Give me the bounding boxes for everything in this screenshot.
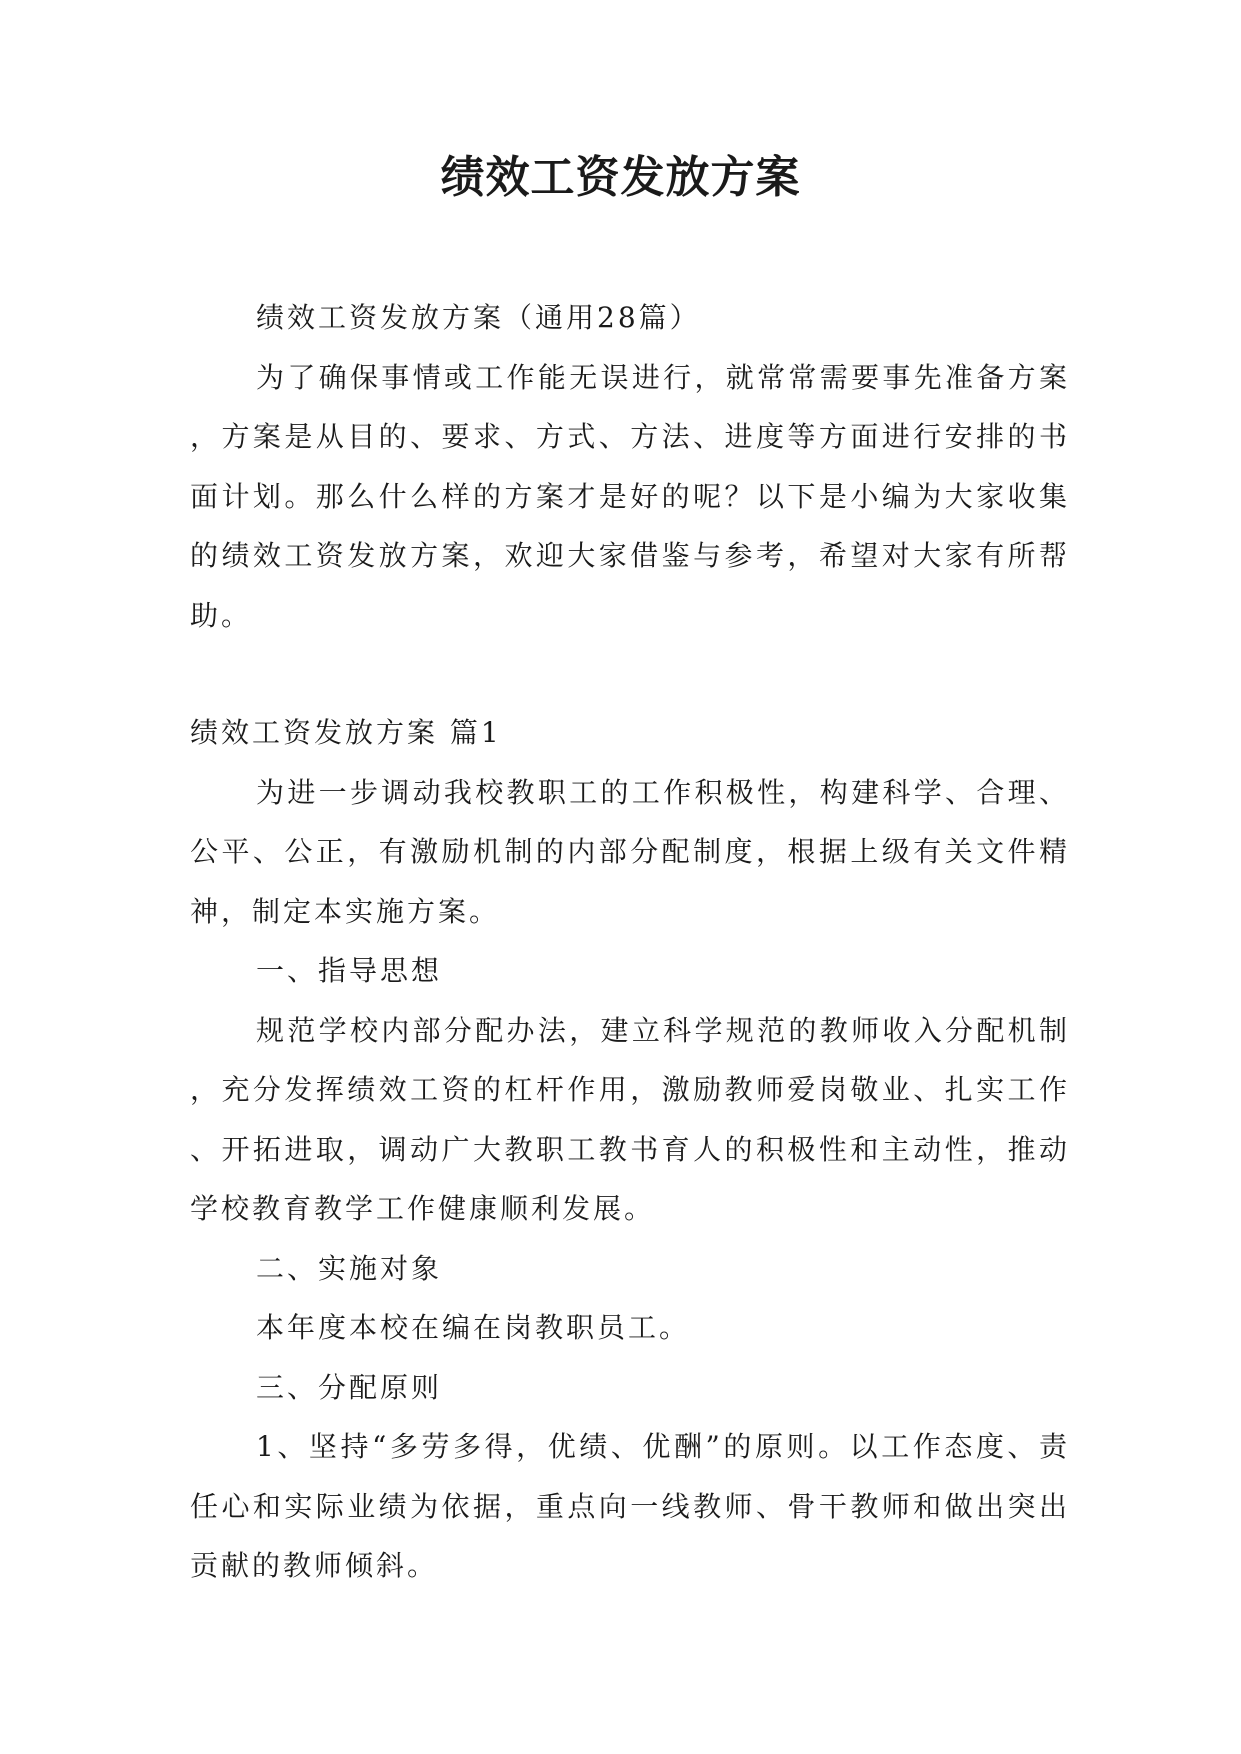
document-title: 绩效工资发放方案 bbox=[440, 152, 801, 203]
document-body bbox=[190, 288, 1070, 1596]
section-heading: 绩效工资发放方案 篇1 bbox=[190, 716, 502, 749]
heading-distribution-principles: 三、分配原则 bbox=[256, 1370, 443, 1404]
heading-guiding-ideology: 一、指导思想 bbox=[256, 954, 443, 987]
heading-target-audience: 二、实施对象 bbox=[256, 1251, 443, 1285]
section-intro-paragraph: 为进一步调动我校教职工的工作积极性，构建科学、合理、公平、公正，有激励机制的内部分配制度，根据上级有关文件精神，制定本实施方案。 bbox=[190, 775, 1070, 928]
document-subtitle: 绩效工资发放方案（通用28篇） bbox=[256, 301, 701, 334]
paragraph-guiding-ideology: 规范学校内部分配办法，建立科学规范的教师收入分配机制，充分发挥绩效工资的杠杆作用，激励教师爱岗敬业、扎实工作、开拓进取，调动广大教职工教书育人的积极性和主动性，推动学校教育教学工作健康顺利发展。 bbox=[190, 1013, 1070, 1225]
paragraph-target-audience: 本年度本校在编在岗教职员工。 bbox=[256, 1311, 691, 1344]
paragraph-distribution-principles: 1、坚持“多劳多得，优绩、优酬”的原则。以工作态度、责任心和实际业绩为依据，重点向一线教师、骨干教师和做出突出贡献的教师倾斜。 bbox=[190, 1430, 1070, 1582]
intro-paragraph: 为了确保事情或工作能无误进行，就常常需要事先准备方案，方案是从目的、要求、方式、方法、进度等方面进行安排的书面计划。那么什么样的方案才是好的呢？以下是小编为大家收集的绩效工资发放方案，欢迎大家借鉴与参考，希望对大家有所帮助。 bbox=[190, 360, 1070, 632]
